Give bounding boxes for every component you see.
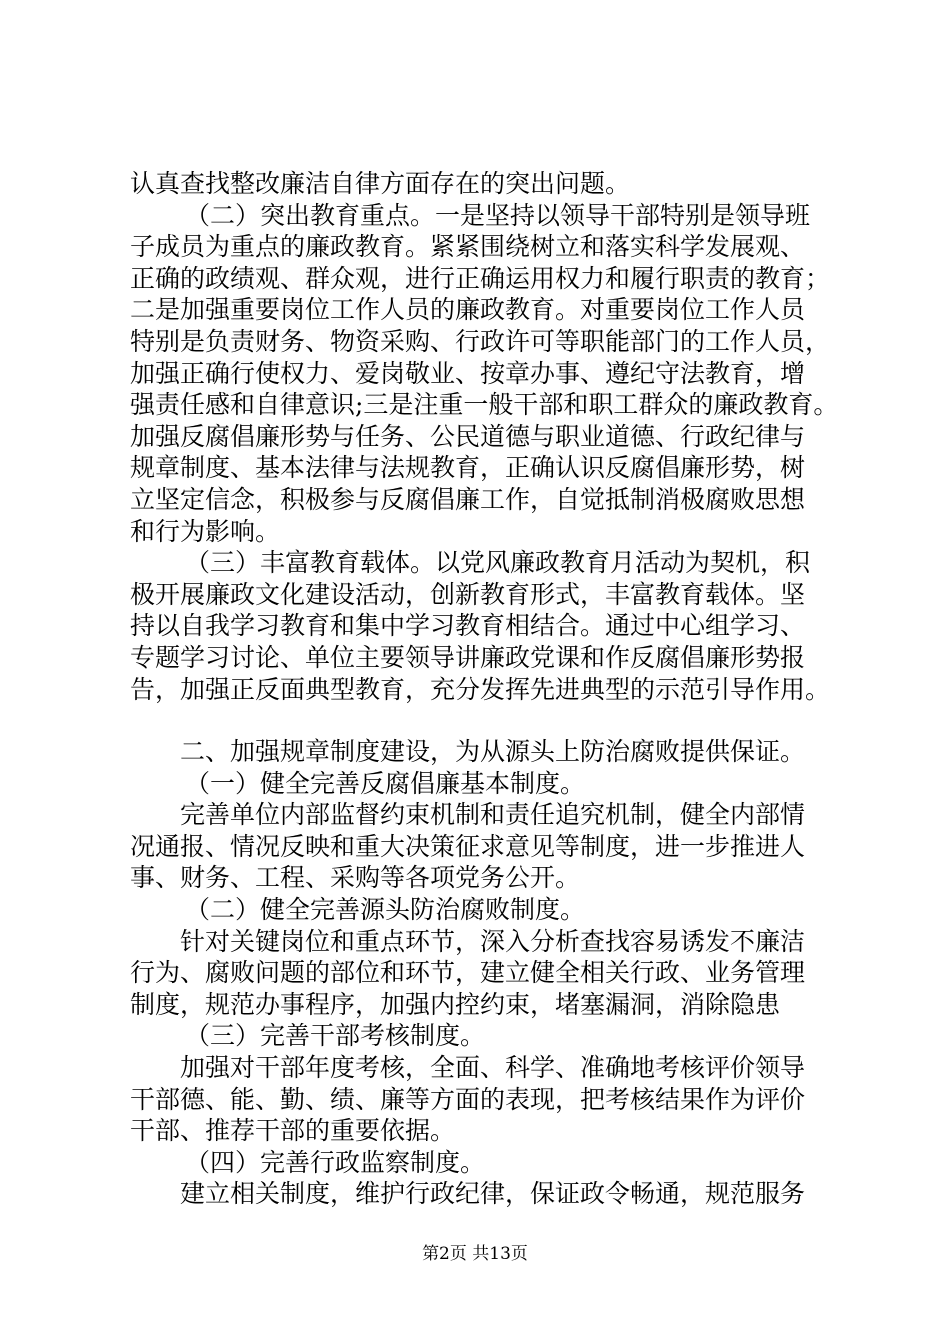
text-line: 二是加强重要岗位工作人员的廉政教育。对重要岗位工作人员 [130,295,806,325]
text-line: （二）突出教育重点。一是坚持以领导干部特别是领导班 [185,200,811,230]
text-line: 加强正确行使权力、爱岗敬业、按章办事、遵纪守法教育，增 [130,358,806,388]
text-line: 加强对干部年度考核，全面、科学、准确地考核评价领导 [180,1053,806,1083]
text-line: 强责任感和自律意识;三是注重一般干部和职工群众的廉政教育。 [130,390,839,420]
text-line: （三）丰富教育载体。以党风廉政教育月活动为契机，积 [185,548,811,578]
text-line: 持以自我学习教育和集中学习教育相结合。通过中心组学习、 [130,611,806,641]
text-line: 规章制度、基本法律与法规教育，正确认识反腐倡廉形势，树 [130,453,806,483]
text-line: 认真查找整改廉洁自律方面存在的突出问题。 [130,169,631,198]
text-line: 和行为影响。 [130,516,281,546]
text-line: 完善单位内部监督约束机制和责任追究机制，健全内部情 [180,800,806,830]
document-body [130,168,850,1210]
text-line: 干部、推荐干部的重要依据。 [130,1116,456,1146]
text-line: 况通报、情况反映和重大决策征求意见等制度，进一步推进人 [130,831,806,861]
text-line: 正确的政绩观、群众观，进行正确运用权力和履行职责的教育； [130,263,831,293]
subsection-heading: （二）健全完善源头防治腐败制度。 [185,895,586,925]
text-line: 加强反腐倡廉形势与任务、公民道德与职业道德、行政纪律与 [130,421,806,451]
subsection-heading: （一）健全完善反腐倡廉基本制度。 [185,768,586,798]
text-line: 极开展廉政文化建设活动，创新教育形式，丰富教育载体。坚 [130,579,806,609]
text-line: 针对关键岗位和重点环节，深入分析查找容易诱发不廉洁 [180,926,806,956]
page-footer: 第2页 共13页 [422,1244,528,1264]
text-line: 专题学习讨论、单位主要领导讲廉政党课和作反腐倡廉形势报 [130,642,806,672]
text-line: 事、财务、工程、采购等各项党务公开。 [130,863,581,893]
text-line: 建立相关制度，维护行政纪律，保证政令畅通，规范服务 [180,1179,806,1209]
text-line: 干部德、能、勤、绩、廉等方面的表现，把考核结果作为评价 [130,1084,806,1114]
subsection-heading: （四）完善行政监察制度。 [185,1147,486,1177]
text-line: 行为、腐败问题的部位和环节，建立健全相关行政、业务管理 [130,958,806,988]
text-line: 子成员为重点的廉政教育。紧紧围绕树立和落实科学发展观、 [130,232,806,262]
text-line: 立坚定信念，积极参与反腐倡廉工作，自觉抵制消极腐败思想 [130,484,806,514]
text-line: 告，加强正反面典型教育，充分发挥先进典型的示范引导作用。 [130,674,831,704]
subsection-heading: （三）完善干部考核制度。 [185,1021,486,1051]
text-line: 特别是负责财务、物资采购、行政许可等职能部门的工作人员， [130,326,831,356]
section-heading: 二、加强规章制度建设，为从源头上防治腐败提供保证。 [180,737,806,767]
text-line: 制度，规范办事程序，加强内控约束，堵塞漏洞，消除隐患 [130,989,781,1019]
